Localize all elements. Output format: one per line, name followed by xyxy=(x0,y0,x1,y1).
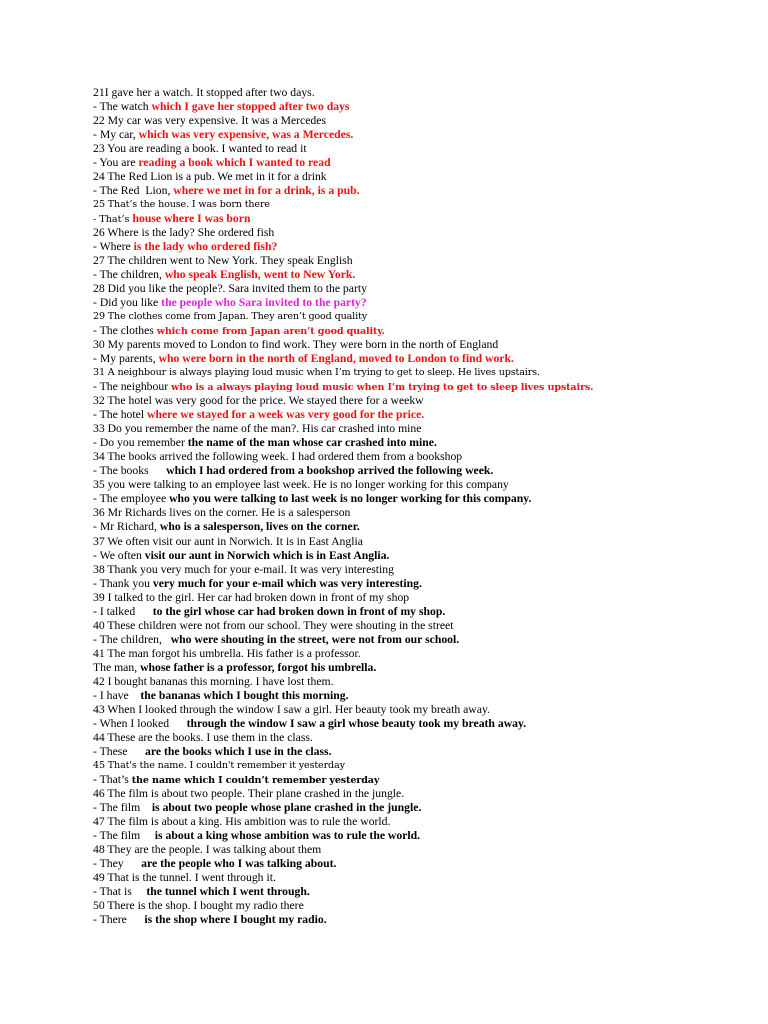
answer-line xyxy=(93,156,753,170)
answer-prefix: - You are xyxy=(93,156,139,170)
answer-prefix: - The Red Lion, xyxy=(93,184,174,198)
answer-text: to the girl whose car had broken down in front of my shop. xyxy=(152,604,446,618)
answer-text: where we stayed for a week was very good for the price. xyxy=(147,408,425,422)
answer-line xyxy=(93,408,753,422)
answer-line xyxy=(93,801,753,815)
answer-prefix: - The children, xyxy=(93,632,171,646)
answer-prefix: - The neighbour xyxy=(93,380,172,394)
answer-text: through the window I saw a girl whose beauty took my breath away. xyxy=(186,716,527,730)
answer-text: who is a salesperson, lives on the corner. xyxy=(159,520,360,534)
answer-text: is about two people whose plane crashed in the jungle. xyxy=(151,800,422,814)
question-line: 27 The children went to New York. They speak English xyxy=(93,254,353,268)
question-line: 45 That's the name. I couldn't remember it yesterday xyxy=(93,759,345,771)
answer-text: who were born in the north of England, moved to London to find work. xyxy=(158,352,514,366)
answer-line xyxy=(93,324,753,338)
question-line: 36 Mr Richards lives on the corner. He is a salesperson xyxy=(93,506,351,520)
answer-text: which I had ordered from a bookshop arrived the following week. xyxy=(166,464,494,478)
answer-prefix: - The children, xyxy=(93,268,165,282)
answer-line xyxy=(93,212,753,226)
answer-prefix: - That’s xyxy=(93,214,133,226)
answer-prefix: - Thank you xyxy=(93,576,153,590)
question-line: 26 Where is the lady? She ordered fish xyxy=(93,226,275,240)
question-line: 43 When I looked through the window I saw a girl. Her beauty took my breath away. xyxy=(93,702,490,716)
answer-prefix: - The film xyxy=(93,800,152,814)
question-line: 34 The books arrived the following week. I had ordered them from a bookshop xyxy=(93,450,463,464)
answer-line xyxy=(93,436,753,450)
question-line: 33 Do you remember the name of the man?. His car crashed into mine xyxy=(93,422,422,436)
answer-prefix: - The books xyxy=(93,464,167,478)
answer-line xyxy=(93,352,753,366)
answer-text: who you were talking to last week is no longer working for this company. xyxy=(169,492,532,506)
answer-prefix: - The employee xyxy=(93,492,170,506)
answer-prefix: The man, xyxy=(93,660,141,674)
question-line: 23 You are reading a book. I wanted to read it xyxy=(93,142,307,156)
question-line: 44 These are the books. I use them in the class. xyxy=(93,730,313,744)
answer-text: is the lady who ordered fish? xyxy=(133,240,278,254)
answer-prefix: - The hotel xyxy=(93,408,147,422)
answer-prefix: - They xyxy=(93,856,142,870)
answer-line xyxy=(93,717,753,731)
answer-line xyxy=(93,268,753,282)
answer-line xyxy=(93,745,753,759)
answer-prefix: - My car, xyxy=(93,128,139,142)
question-line: 47 The film is about a king. His ambition was to rule the world. xyxy=(93,814,391,828)
answer-line xyxy=(93,605,753,619)
answer-text: are the books which I use in the class. xyxy=(145,744,332,758)
question-line: 41 The man forgot his umbrella. His father is a professor. xyxy=(93,646,361,660)
answer-line xyxy=(93,857,753,871)
answer-text: is the shop where I bought my radio. xyxy=(144,912,327,926)
question-line: 22 My car was very expensive. It was a Mercedes xyxy=(93,114,327,128)
answer-text: which was very expensive, was a Mercedes. xyxy=(138,128,354,142)
question-line: 21I gave her a watch. It stopped after two days. xyxy=(93,86,315,99)
question-line: 39 I talked to the girl. Her car had broken down in front of my shop xyxy=(93,590,410,604)
answer-prefix: - The film xyxy=(93,828,155,842)
answer-text: where we met in for a drink, is a pub. xyxy=(173,184,360,198)
answer-line xyxy=(93,128,753,142)
answer-line xyxy=(93,913,753,927)
question-line: 31 A neighbour is always playing loud music when I’m trying to get to sleep. He lives upstairs. xyxy=(93,367,540,379)
answer-line xyxy=(93,577,753,591)
answer-prefix: - Where xyxy=(93,240,134,254)
answer-text: who were shouting in the street, were not from our school. xyxy=(170,632,460,646)
answer-prefix: - Did you like xyxy=(93,296,162,310)
answer-line xyxy=(93,689,753,703)
question-line: 35 you were talking to an employee last week. He is no longer working for this company xyxy=(93,478,509,492)
question-line: 25 That’s the house. I was born there xyxy=(93,199,270,211)
answer-line xyxy=(93,492,753,506)
answer-text: visit our aunt in Norwich which is in East Anglia. xyxy=(144,548,390,562)
answer-text: who is a always playing loud music when I’m trying to get to sleep lives upstairs. xyxy=(171,382,594,394)
answer-text: which I gave her stopped after two days xyxy=(151,100,350,114)
answer-line xyxy=(93,549,753,563)
answer-line xyxy=(93,184,753,198)
answer-line xyxy=(93,885,753,899)
answer-line xyxy=(93,661,753,675)
question-line: 30 My parents moved to London to find work. They were born in the north of England xyxy=(93,338,499,352)
answer-prefix: - That is xyxy=(93,884,147,898)
answer-line xyxy=(93,520,753,534)
question-line: 42 I bought bananas this morning. I have lost them. xyxy=(93,674,334,688)
answer-prefix: - Do you remember xyxy=(93,436,188,450)
answer-line xyxy=(93,633,753,647)
answer-line xyxy=(93,464,753,478)
answer-prefix: - These xyxy=(93,744,146,758)
answer-text: which come from Japan aren’t good quality. xyxy=(156,326,385,338)
answer-text: who speak English, went to New York. xyxy=(164,268,356,282)
answer-prefix: - The clothes xyxy=(93,324,157,338)
answer-text: are the people who I was talking about. xyxy=(141,856,337,870)
answer-prefix: - I talked xyxy=(93,604,153,618)
answer-text: the tunnel which I went through. xyxy=(146,884,310,898)
answer-line xyxy=(93,773,753,787)
question-line: 49 That is the tunnel. I went through it. xyxy=(93,870,276,884)
answer-prefix: - The watch xyxy=(93,100,152,114)
question-line: 46 The film is about two people. Their plane crashed in the jungle. xyxy=(93,786,405,800)
answer-text: the name of the man whose car crashed into mine. xyxy=(187,436,437,450)
question-line: 50 There is the shop. I bought my radio there xyxy=(93,898,304,912)
question-line: 24 The Red Lion is a pub. We met in it for a drink xyxy=(93,170,327,184)
answer-line xyxy=(93,296,753,310)
answer-text: the name which I couldn’t remember yesterday xyxy=(131,774,380,786)
answer-prefix: - When I looked xyxy=(93,716,187,730)
answer-prefix: - My parents, xyxy=(93,352,159,366)
question-line: 28 Did you like the people?. Sara invited them to the party xyxy=(93,282,367,296)
answer-prefix: - That’s xyxy=(93,772,132,786)
answer-text: reading a book which I wanted to read xyxy=(138,156,331,170)
question-line: 32 The hotel was very good for the price. We stayed there for a weekw xyxy=(93,394,424,408)
answer-text: very much for your e-mail which was very interesting. xyxy=(152,576,422,590)
question-line: 29 The clothes come from Japan. They aren’t good quality xyxy=(93,311,367,323)
answer-line xyxy=(93,240,753,254)
answer-line xyxy=(93,829,753,843)
question-line: 38 Thank you very much for your e-mail. It was very interesting xyxy=(93,562,394,576)
answer-text: whose father is a professor, forgot his umbrella. xyxy=(140,660,377,674)
question-line: 40 These children were not from our school. They were shouting in the street xyxy=(93,618,454,632)
answer-line xyxy=(93,380,753,394)
answer-text: house where I was born xyxy=(132,212,251,226)
answer-prefix: - I have xyxy=(93,688,141,702)
answer-prefix: - Mr Richard, xyxy=(93,520,160,534)
answer-text: is about a king whose ambition was to rule the world. xyxy=(154,828,421,842)
question-line: 48 They are the people. I was talking about them xyxy=(93,842,322,856)
answer-line xyxy=(93,100,753,114)
answer-text: the bananas which I bought this morning. xyxy=(140,688,349,702)
exercise-sheet xyxy=(93,86,753,927)
answer-prefix: - There xyxy=(93,912,145,926)
question-line: 37 We often visit our aunt in Norwich. It is in East Anglia xyxy=(93,534,363,548)
answer-prefix: - We often xyxy=(93,548,145,562)
answer-text: the people who Sara invited to the party? xyxy=(161,296,367,310)
